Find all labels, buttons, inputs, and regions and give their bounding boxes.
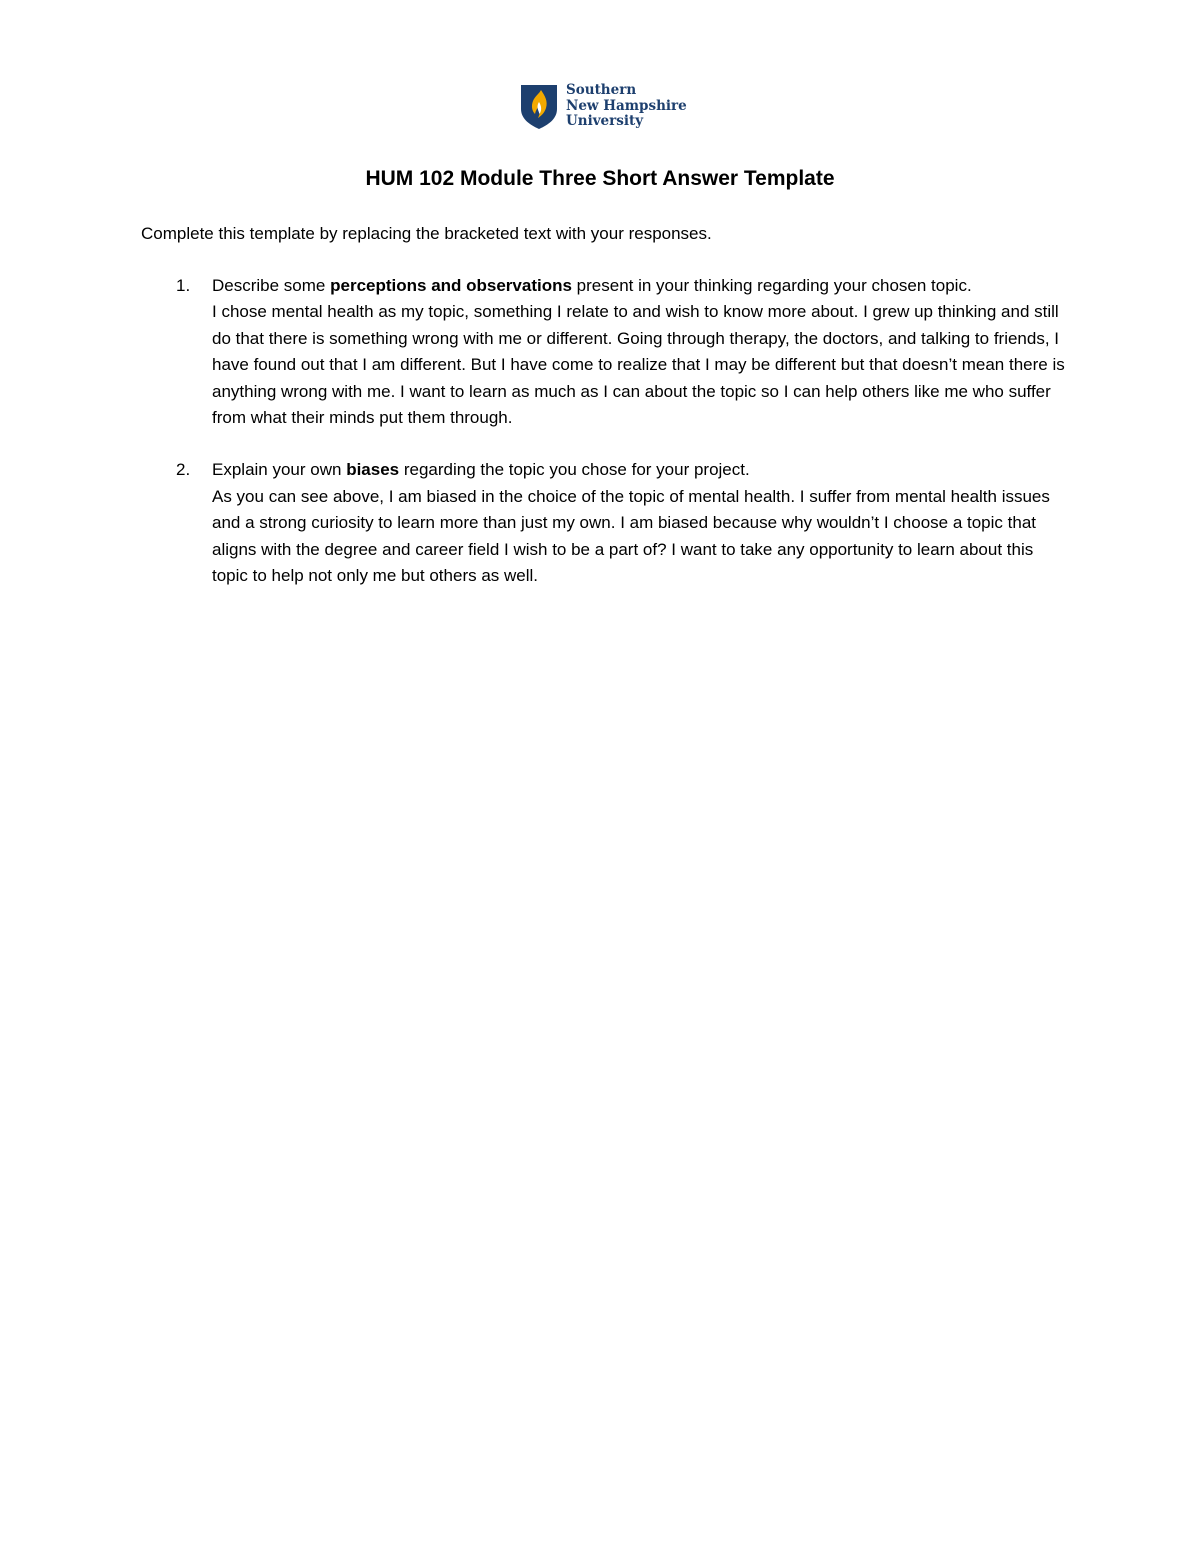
intro-text: Complete this template by replacing the bracketed text with your responses. <box>141 224 712 243</box>
logo-line-1: Southern <box>566 82 637 98</box>
question-prompt <box>212 457 1071 483</box>
prompt-emphasis: perceptions and observations <box>330 276 572 295</box>
snhu-logo <box>520 84 690 134</box>
question-list <box>141 273 1071 589</box>
logo-wordmark <box>566 83 687 130</box>
prompt-text: regarding the topic you chose for your project. <box>399 460 750 480</box>
answer-text: As you can see above, I am biased in the choice of the topic of mental health. I suffer from mental health issues and a strong curiosity to learn more than just my own. I am biased because why wouldn’t I choose a topic that aligns with the degree and career field I wish to be a part of? I want to take any opportunity to learn about this topic to help not only me but others as well. <box>212 486 1050 586</box>
shield-flame-icon <box>520 84 558 130</box>
question-prompt <box>212 273 1071 299</box>
prompt-text: present in your thinking regarding your chosen topic. <box>571 276 972 295</box>
document-title: HUM 102 Module Three Short Answer Template <box>365 167 835 190</box>
logo-line-2: New Hampshire <box>566 97 687 114</box>
question-number: 2. <box>176 460 191 480</box>
question-item-1 <box>141 273 1071 431</box>
question-item-2 <box>141 457 1071 589</box>
answer-text: I chose mental health as my topic, something I relate to and wish to know more about. I grew up thinking and still do that there is something wrong with me or different. Going through therapy, the doctors, and talking to friends, I have found out that I am different. But I have come to realize that I may be different but that doesn’t mean there is anything wrong with me. I want to learn as much as I can about the topic so I can help others like me who suffer from what their minds put them through. <box>212 302 1065 428</box>
prompt-text: Explain your own <box>212 460 347 480</box>
prompt-emphasis: biases <box>346 460 400 480</box>
question-number: 1. <box>176 276 191 295</box>
logo-line-3: University <box>566 113 644 129</box>
prompt-text: Describe some <box>212 276 331 295</box>
